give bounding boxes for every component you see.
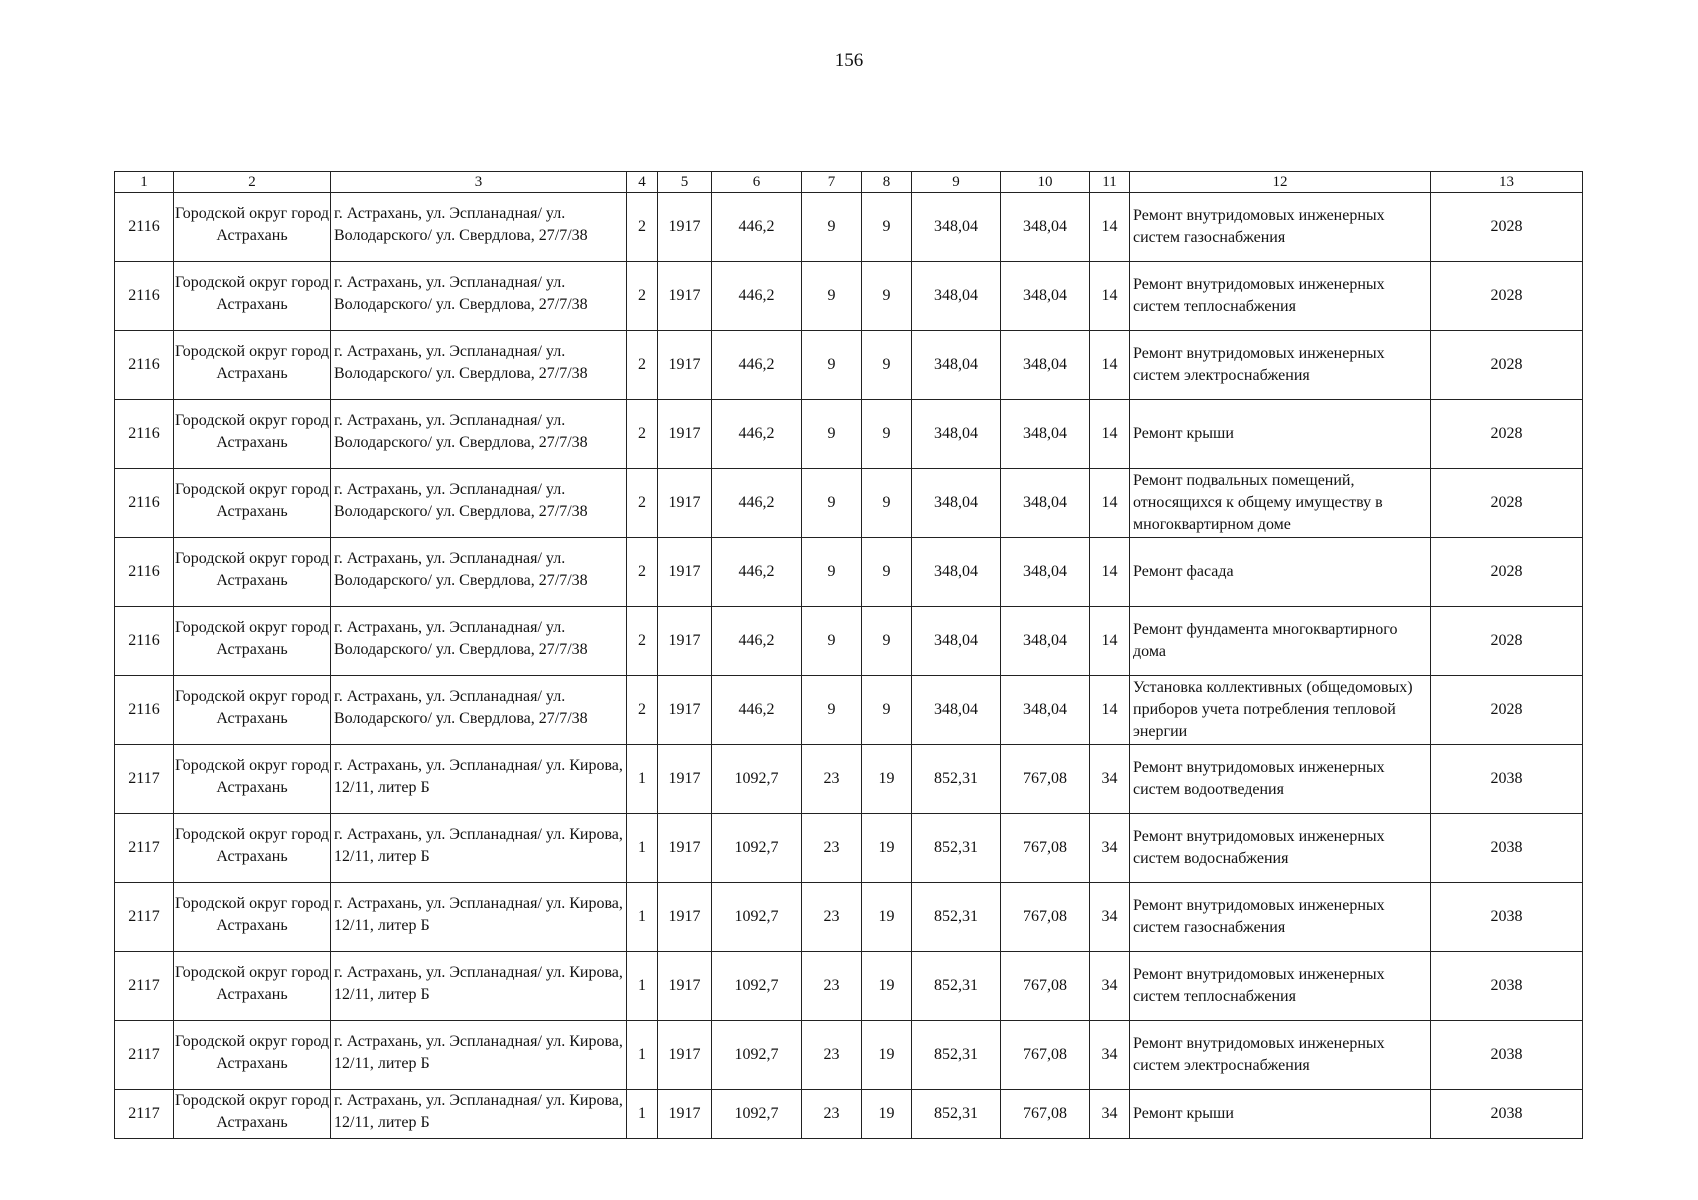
cell-col-9: 348,04	[912, 331, 1001, 400]
cell-year: 2028	[1431, 607, 1583, 676]
table-row	[115, 400, 1583, 469]
cell-col-9: 348,04	[912, 193, 1001, 262]
cell-col-11: 14	[1090, 331, 1130, 400]
cell-col-11: 14	[1090, 262, 1130, 331]
cell-col-7: 23	[802, 1021, 862, 1090]
cell-col-11: 14	[1090, 400, 1130, 469]
cell-work-type: Ремонт крыши	[1130, 400, 1431, 469]
cell-work-type: Ремонт внутридомовых инженерных систем газоснабжения	[1130, 193, 1431, 262]
cell-col-7: 9	[802, 262, 862, 331]
cell-col-10: 767,08	[1001, 1090, 1090, 1139]
cell-col-5: 1917	[658, 193, 712, 262]
cell-record-id: 2116	[115, 262, 174, 331]
cell-col-5: 1917	[658, 538, 712, 607]
cell-col-11: 14	[1090, 607, 1130, 676]
cell-col-8: 19	[862, 1090, 912, 1139]
cell-col-4: 1	[627, 1021, 658, 1090]
table-row	[115, 262, 1583, 331]
cell-col-6: 446,2	[712, 676, 802, 745]
cell-col-9: 348,04	[912, 400, 1001, 469]
cell-col-5: 1917	[658, 952, 712, 1021]
cell-address: г. Астрахань, ул. Эспланадная/ ул. Кирова, 12/11, литер Б	[331, 1021, 627, 1090]
table-row	[115, 1090, 1583, 1139]
cell-year: 2038	[1431, 1021, 1583, 1090]
table-row	[115, 469, 1583, 538]
column-header: 8	[862, 172, 912, 193]
cell-year: 2038	[1431, 814, 1583, 883]
cell-col-8: 9	[862, 331, 912, 400]
cell-col-9: 852,31	[912, 745, 1001, 814]
cell-work-type: Ремонт внутридомовых инженерных систем водоснабжения	[1130, 814, 1431, 883]
cell-work-type: Ремонт подвальных помещений, относящихся к общему имуществу в многоквартирном доме	[1130, 469, 1431, 538]
cell-work-type: Установка коллективных (общедомовых) приборов учета потребления тепловой энергии	[1130, 676, 1431, 745]
cell-col-5: 1917	[658, 469, 712, 538]
cell-address: г. Астрахань, ул. Эспланадная/ ул. Володарского/ ул. Свердлова, 27/7/38	[331, 607, 627, 676]
cell-record-id: 2116	[115, 331, 174, 400]
cell-col-9: 852,31	[912, 1021, 1001, 1090]
cell-record-id: 2116	[115, 676, 174, 745]
cell-year: 2028	[1431, 469, 1583, 538]
cell-col-8: 19	[862, 952, 912, 1021]
cell-col-4: 1	[627, 814, 658, 883]
cell-municipality: Городской округ город Астрахань	[174, 400, 331, 469]
cell-col-11: 34	[1090, 1090, 1130, 1139]
cell-work-type: Ремонт внутридомовых инженерных систем газоснабжения	[1130, 883, 1431, 952]
cell-col-9: 852,31	[912, 952, 1001, 1021]
cell-col-5: 1917	[658, 814, 712, 883]
cell-col-11: 14	[1090, 538, 1130, 607]
cell-work-type: Ремонт внутридомовых инженерных систем теплоснабжения	[1130, 262, 1431, 331]
cell-col-11: 34	[1090, 952, 1130, 1021]
cell-col-8: 9	[862, 469, 912, 538]
cell-col-11: 34	[1090, 1021, 1130, 1090]
cell-col-4: 1	[627, 1090, 658, 1139]
cell-col-10: 767,08	[1001, 745, 1090, 814]
column-header: 1	[115, 172, 174, 193]
cell-col-10: 767,08	[1001, 1021, 1090, 1090]
table-row	[115, 883, 1583, 952]
cell-col-6: 446,2	[712, 193, 802, 262]
cell-year: 2038	[1431, 745, 1583, 814]
cell-municipality: Городской округ город Астрахань	[174, 331, 331, 400]
cell-municipality: Городской округ город Астрахань	[174, 676, 331, 745]
cell-address: г. Астрахань, ул. Эспланадная/ ул. Кирова, 12/11, литер Б	[331, 745, 627, 814]
cell-address: г. Астрахань, ул. Эспланадная/ ул. Володарского/ ул. Свердлова, 27/7/38	[331, 262, 627, 331]
cell-col-5: 1917	[658, 1021, 712, 1090]
cell-address: г. Астрахань, ул. Эспланадная/ ул. Кирова, 12/11, литер Б	[331, 814, 627, 883]
cell-col-5: 1917	[658, 607, 712, 676]
cell-col-8: 19	[862, 745, 912, 814]
cell-col-4: 2	[627, 262, 658, 331]
column-header: 4	[627, 172, 658, 193]
cell-work-type: Ремонт фасада	[1130, 538, 1431, 607]
page-number: 156	[834, 50, 864, 71]
cell-col-9: 852,31	[912, 883, 1001, 952]
column-header: 2	[174, 172, 331, 193]
cell-col-8: 9	[862, 262, 912, 331]
cell-col-6: 446,2	[712, 538, 802, 607]
cell-address: г. Астрахань, ул. Эспланадная/ ул. Кирова, 12/11, литер Б	[331, 883, 627, 952]
cell-col-10: 767,08	[1001, 952, 1090, 1021]
cell-col-6: 446,2	[712, 469, 802, 538]
table-row	[115, 331, 1583, 400]
cell-record-id: 2116	[115, 607, 174, 676]
cell-col-8: 9	[862, 400, 912, 469]
cell-year: 2028	[1431, 400, 1583, 469]
table-row	[115, 676, 1583, 745]
cell-col-9: 348,04	[912, 607, 1001, 676]
cell-col-11: 14	[1090, 469, 1130, 538]
cell-col-6: 446,2	[712, 331, 802, 400]
cell-municipality: Городской округ город Астрахань	[174, 745, 331, 814]
cell-col-10: 348,04	[1001, 538, 1090, 607]
cell-col-10: 767,08	[1001, 814, 1090, 883]
cell-col-8: 19	[862, 814, 912, 883]
cell-year: 2028	[1431, 538, 1583, 607]
cell-col-4: 2	[627, 331, 658, 400]
table-row	[115, 193, 1583, 262]
column-header: 10	[1001, 172, 1090, 193]
cell-work-type: Ремонт внутридомовых инженерных систем электроснабжения	[1130, 1021, 1431, 1090]
cell-year: 2028	[1431, 331, 1583, 400]
cell-work-type: Ремонт внутридомовых инженерных систем водоотведения	[1130, 745, 1431, 814]
column-header: 5	[658, 172, 712, 193]
cell-col-9: 348,04	[912, 538, 1001, 607]
cell-col-11: 14	[1090, 676, 1130, 745]
capital-repair-table	[114, 171, 1583, 1139]
column-header: 12	[1130, 172, 1431, 193]
cell-col-8: 19	[862, 1021, 912, 1090]
cell-col-6: 1092,7	[712, 883, 802, 952]
cell-col-10: 348,04	[1001, 331, 1090, 400]
cell-year: 2028	[1431, 676, 1583, 745]
table-row	[115, 1021, 1583, 1090]
cell-col-8: 9	[862, 607, 912, 676]
cell-col-7: 9	[802, 469, 862, 538]
cell-col-7: 9	[802, 331, 862, 400]
cell-municipality: Городской округ город Астрахань	[174, 607, 331, 676]
cell-col-8: 19	[862, 883, 912, 952]
column-header: 3	[331, 172, 627, 193]
cell-col-9: 348,04	[912, 676, 1001, 745]
cell-col-10: 348,04	[1001, 607, 1090, 676]
cell-col-11: 34	[1090, 745, 1130, 814]
cell-col-7: 9	[802, 400, 862, 469]
cell-municipality: Городской округ город Астрахань	[174, 883, 331, 952]
cell-record-id: 2116	[115, 193, 174, 262]
cell-address: г. Астрахань, ул. Эспланадная/ ул. Володарского/ ул. Свердлова, 27/7/38	[331, 331, 627, 400]
cell-municipality: Городской округ город Астрахань	[174, 262, 331, 331]
cell-work-type: Ремонт внутридомовых инженерных систем электроснабжения	[1130, 331, 1431, 400]
cell-col-9: 852,31	[912, 1090, 1001, 1139]
table-row	[115, 814, 1583, 883]
column-header: 9	[912, 172, 1001, 193]
cell-col-7: 23	[802, 1090, 862, 1139]
cell-col-6: 446,2	[712, 262, 802, 331]
cell-col-4: 2	[627, 607, 658, 676]
cell-municipality: Городской округ город Астрахань	[174, 1090, 331, 1139]
column-header: 11	[1090, 172, 1130, 193]
cell-record-id: 2117	[115, 952, 174, 1021]
cell-col-5: 1917	[658, 1090, 712, 1139]
cell-municipality: Городской округ город Астрахань	[174, 469, 331, 538]
cell-municipality: Городской округ город Астрахань	[174, 1021, 331, 1090]
cell-col-8: 9	[862, 676, 912, 745]
cell-address: г. Астрахань, ул. Эспланадная/ ул. Володарского/ ул. Свердлова, 27/7/38	[331, 676, 627, 745]
cell-col-10: 767,08	[1001, 883, 1090, 952]
cell-work-type: Ремонт внутридомовых инженерных систем теплоснабжения	[1130, 952, 1431, 1021]
column-header: 13	[1431, 172, 1583, 193]
table-body	[115, 193, 1583, 1139]
cell-col-7: 23	[802, 883, 862, 952]
cell-record-id: 2117	[115, 1090, 174, 1139]
cell-col-4: 1	[627, 883, 658, 952]
cell-col-6: 446,2	[712, 400, 802, 469]
cell-col-7: 23	[802, 952, 862, 1021]
cell-col-9: 348,04	[912, 262, 1001, 331]
cell-record-id: 2117	[115, 1021, 174, 1090]
cell-record-id: 2117	[115, 745, 174, 814]
cell-col-4: 1	[627, 952, 658, 1021]
cell-record-id: 2117	[115, 814, 174, 883]
cell-col-7: 23	[802, 745, 862, 814]
cell-col-4: 2	[627, 676, 658, 745]
cell-col-6: 1092,7	[712, 952, 802, 1021]
table-row	[115, 538, 1583, 607]
cell-col-5: 1917	[658, 400, 712, 469]
cell-col-8: 9	[862, 193, 912, 262]
cell-col-4: 2	[627, 400, 658, 469]
cell-address: г. Астрахань, ул. Эспланадная/ ул. Володарского/ ул. Свердлова, 27/7/38	[331, 469, 627, 538]
cell-col-10: 348,04	[1001, 262, 1090, 331]
cell-municipality: Городской округ город Астрахань	[174, 814, 331, 883]
cell-col-5: 1917	[658, 883, 712, 952]
cell-col-7: 9	[802, 193, 862, 262]
cell-record-id: 2116	[115, 469, 174, 538]
cell-year: 2038	[1431, 1090, 1583, 1139]
cell-col-7: 9	[802, 538, 862, 607]
cell-record-id: 2116	[115, 400, 174, 469]
cell-address: г. Астрахань, ул. Эспланадная/ ул. Володарского/ ул. Свердлова, 27/7/38	[331, 193, 627, 262]
cell-col-11: 14	[1090, 193, 1130, 262]
cell-municipality: Городской округ город Астрахань	[174, 952, 331, 1021]
cell-record-id: 2117	[115, 883, 174, 952]
cell-col-5: 1917	[658, 676, 712, 745]
cell-col-10: 348,04	[1001, 676, 1090, 745]
column-header: 6	[712, 172, 802, 193]
cell-col-6: 446,2	[712, 607, 802, 676]
column-header: 7	[802, 172, 862, 193]
table-row	[115, 745, 1583, 814]
cell-col-10: 348,04	[1001, 193, 1090, 262]
cell-address: г. Астрахань, ул. Эспланадная/ ул. Кирова, 12/11, литер Б	[331, 1090, 627, 1139]
cell-col-9: 852,31	[912, 814, 1001, 883]
cell-address: г. Астрахань, ул. Эспланадная/ ул. Кирова, 12/11, литер Б	[331, 952, 627, 1021]
cell-col-5: 1917	[658, 331, 712, 400]
cell-col-5: 1917	[658, 745, 712, 814]
cell-record-id: 2116	[115, 538, 174, 607]
cell-col-6: 1092,7	[712, 1090, 802, 1139]
cell-col-4: 2	[627, 538, 658, 607]
cell-year: 2038	[1431, 952, 1583, 1021]
cell-col-9: 348,04	[912, 469, 1001, 538]
cell-address: г. Астрахань, ул. Эспланадная/ ул. Володарского/ ул. Свердлова, 27/7/38	[331, 538, 627, 607]
cell-year: 2028	[1431, 193, 1583, 262]
cell-year: 2028	[1431, 262, 1583, 331]
cell-municipality: Городской округ город Астрахань	[174, 193, 331, 262]
cell-col-4: 2	[627, 193, 658, 262]
cell-col-6: 1092,7	[712, 1021, 802, 1090]
table-row	[115, 607, 1583, 676]
cell-col-7: 9	[802, 676, 862, 745]
cell-col-4: 2	[627, 469, 658, 538]
cell-col-11: 34	[1090, 883, 1130, 952]
cell-col-10: 348,04	[1001, 400, 1090, 469]
cell-col-11: 34	[1090, 814, 1130, 883]
cell-col-6: 1092,7	[712, 814, 802, 883]
cell-col-5: 1917	[658, 262, 712, 331]
cell-year: 2038	[1431, 883, 1583, 952]
cell-work-type: Ремонт крыши	[1130, 1090, 1431, 1139]
cell-col-10: 348,04	[1001, 469, 1090, 538]
cell-col-6: 1092,7	[712, 745, 802, 814]
cell-col-7: 23	[802, 814, 862, 883]
cell-municipality: Городской округ город Астрахань	[174, 538, 331, 607]
table-row	[115, 952, 1583, 1021]
cell-work-type: Ремонт фундамента многоквартирного дома	[1130, 607, 1431, 676]
cell-address: г. Астрахань, ул. Эспланадная/ ул. Володарского/ ул. Свердлова, 27/7/38	[331, 400, 627, 469]
header-row	[115, 172, 1583, 193]
cell-col-8: 9	[862, 538, 912, 607]
cell-col-4: 1	[627, 745, 658, 814]
cell-col-7: 9	[802, 607, 862, 676]
